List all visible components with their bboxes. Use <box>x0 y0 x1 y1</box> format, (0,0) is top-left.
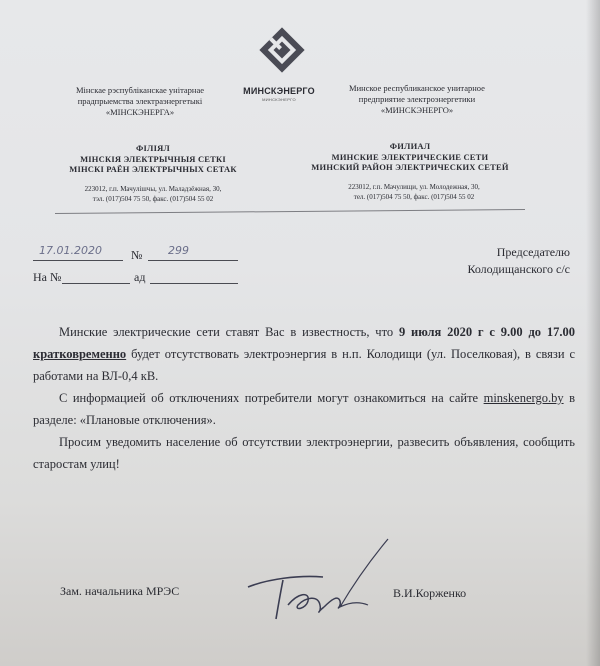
from-label: ад <box>134 270 146 284</box>
branch-ru-line: МИНСКИЙ РАЙОН ЭЛЕКТРИЧЕСКИХ СЕТЕЙ <box>311 162 509 172</box>
branch-name-russian <box>300 141 520 173</box>
address-russian <box>304 183 524 202</box>
p1-text-2: будет отсутствовать электроэнергия в н.п. Колодищи (ул. Поселковая), в связи с работами на ВЛ-0,4 кВ. <box>33 347 575 383</box>
org-by-line: прадпрыемства электраэнергетыкі <box>77 96 203 106</box>
outage-date-time: 9 июля 2020 г с 9.00 до 17.00 <box>398 325 575 339</box>
page-edge-shadow <box>586 0 600 666</box>
branch-by-line: МІНСКІ РАЁН ЭЛЕКТРЫЧНЫХ СЕТАК <box>69 164 237 174</box>
from-field <box>150 269 238 284</box>
number-handwritten: 299 <box>168 244 189 257</box>
org-name-belarusian <box>55 85 225 118</box>
date-field <box>33 246 123 261</box>
branch-ru-line: ФИЛИАЛ <box>389 141 431 151</box>
p2-text-1: С информацией об отключениях потребители могут ознакомиться на сайте <box>59 391 484 405</box>
brand-subtitle: МИНСКЭНЕРГО <box>262 97 296 102</box>
address-belarusian <box>48 185 258 204</box>
in-reply-label: На № <box>33 270 62 284</box>
p2-text-2: в разделе: «Плановые отключения». <box>33 391 575 427</box>
number-label: № <box>131 248 143 262</box>
addressee-line: Колодищанского с/с <box>467 262 570 276</box>
signatory-name: В.И.Корженко <box>393 586 467 600</box>
address-by-line: 223012, г.п. Мачулішчы, ул. Маладзёжная, 30, <box>84 185 222 193</box>
paragraph-request: Просим уведомить население об отсутствии электроэнергии, развесить объявления, сообщить старостам улиц! <box>33 435 575 471</box>
header-divider <box>55 209 525 214</box>
address-by-line: тэл. (017)504 75 50, факс. (017)504 55 02 <box>92 194 214 203</box>
handwritten-signature-icon <box>228 535 408 635</box>
org-ru-line: Минское республиканское унитарное <box>349 83 485 93</box>
short-term-emphasis: кратковременно <box>33 347 127 361</box>
brand-name: МИНСКЭНЕРГО <box>243 86 315 96</box>
website-link[interactable]: minskenergo.by <box>483 391 564 405</box>
p1-text-1: Минские электрические сети ставят Вас в известность, что <box>59 325 399 339</box>
paragraph-website-info <box>33 387 575 431</box>
org-ru-line: «МИНСКЭНЕРГО» <box>380 105 454 115</box>
addressee <box>410 244 570 278</box>
branch-by-line: ФІЛІЯЛ <box>136 143 170 153</box>
branch-by-line: МІНСКІЯ ЭЛЕКТРЫЧНЫЯ СЕТКІ <box>80 153 226 164</box>
org-by-line: Мінскае рэспубліканскае унітарнае <box>75 85 205 95</box>
letter-body <box>33 321 575 475</box>
branch-name-belarusian <box>48 143 258 175</box>
branch-ru-line: МИНСКИЕ ЭЛЕКТРИЧЕСКИЕ СЕТИ <box>331 151 489 162</box>
address-ru-line: 223012, г.п. Мачулищи, ул. Молодежная, 30, <box>348 183 480 191</box>
addressee-line: Председателю <box>496 245 570 259</box>
date-handwritten: 17.01.2020 <box>39 244 102 257</box>
number-field <box>148 246 238 261</box>
signatory-position: Зам. начальника МРЭС <box>60 584 180 598</box>
paragraph-outage-notice <box>33 321 575 387</box>
org-name-russian <box>322 83 512 116</box>
org-ru-line: предприятие электроэнергетики <box>358 94 476 104</box>
minskenergo-logo-icon <box>254 22 310 78</box>
org-by-line: «МІНСКЭНЕРГА» <box>105 107 175 117</box>
in-reply-field <box>62 269 130 284</box>
address-ru-line: тел. (017)504 75 50, факс. (017)504 55 02 <box>353 192 475 201</box>
